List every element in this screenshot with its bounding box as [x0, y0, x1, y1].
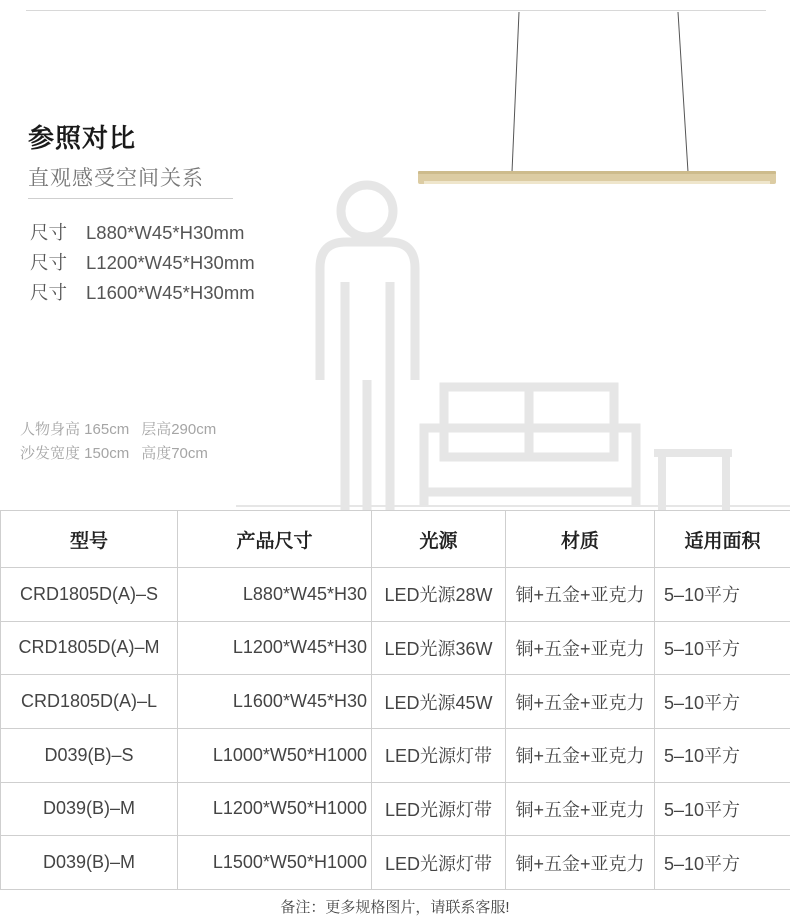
cell-material: 铜+五金+亚克力	[506, 836, 655, 890]
cell-area: 5–10平方	[655, 568, 790, 622]
cell-model: CRD1805D(A)–S	[1, 568, 178, 622]
cell-area: 5–10平方	[655, 836, 790, 890]
cell-size: L1200*W50*H1000	[178, 782, 372, 836]
header-material: 材质	[506, 511, 655, 568]
human-silhouette-icon	[320, 185, 415, 510]
cell-size: L880*W45*H30	[178, 568, 372, 622]
cell-size: L1600*W45*H30	[178, 675, 372, 729]
cell-material: 铜+五金+亚克力	[506, 568, 655, 622]
table-row	[1, 728, 790, 782]
size-item	[30, 248, 255, 278]
cell-material: 铜+五金+亚克力	[506, 782, 655, 836]
size-value: L1600*W45*H30mm	[86, 282, 255, 303]
size-value: L880*W45*H30mm	[86, 222, 245, 243]
cell-size: L1500*W50*H1000	[178, 836, 372, 890]
cell-material: 铜+五金+亚克力	[506, 728, 655, 782]
person-height-note: 人物身高 165cm	[20, 421, 130, 438]
note-line	[20, 418, 216, 442]
cell-material: 铜+五金+亚克力	[506, 621, 655, 675]
header-area: 适用面积	[655, 511, 790, 568]
header-source: 光源	[372, 511, 506, 568]
cell-size: L1000*W50*H1000	[178, 728, 372, 782]
table-row	[1, 782, 790, 836]
page-subtitle: 直观感受空间关系	[28, 167, 204, 190]
cell-model: CRD1805D(A)–M	[1, 621, 178, 675]
page-title: 参照对比	[28, 123, 137, 153]
subtitle-divider	[28, 198, 233, 199]
size-item	[30, 278, 255, 308]
sofa-width-note: 沙发宽度 150cm	[20, 445, 130, 462]
cell-material: 铜+五金+亚克力	[506, 675, 655, 729]
footer-note: 备注：更多规格图片，请联系客服!	[280, 899, 510, 916]
cell-model: D039(B)–M	[1, 782, 178, 836]
size-label: 尺寸	[30, 222, 68, 243]
table-header-row	[1, 511, 790, 568]
reference-notes	[20, 418, 216, 466]
cell-model: CRD1805D(A)–L	[1, 675, 178, 729]
table-row	[1, 568, 790, 622]
table-row	[1, 675, 790, 729]
cell-source: LED光源灯带	[372, 836, 506, 890]
header-model: 型号	[1, 511, 178, 568]
cell-model: D039(B)–S	[1, 728, 178, 782]
cell-area: 5–10平方	[655, 675, 790, 729]
size-label: 尺寸	[30, 282, 68, 303]
table-row	[1, 621, 790, 675]
note-line	[20, 442, 216, 466]
size-list	[30, 218, 255, 308]
side-table-icon	[654, 453, 732, 510]
size-item	[30, 218, 255, 248]
size-label: 尺寸	[30, 252, 68, 273]
sofa-icon	[424, 387, 636, 505]
cell-area: 5–10平方	[655, 782, 790, 836]
cell-source: LED光源28W	[372, 568, 506, 622]
lamp-wire-left	[512, 12, 519, 172]
cell-size: L1200*W45*H30	[178, 621, 372, 675]
cell-source: LED光源灯带	[372, 728, 506, 782]
floor-height-note: 层高290cm	[141, 421, 217, 438]
cell-source: LED光源36W	[372, 621, 506, 675]
header-size: 产品尺寸	[178, 511, 372, 568]
cell-source: LED光源灯带	[372, 782, 506, 836]
cell-source: LED光源45W	[372, 675, 506, 729]
spec-table	[0, 510, 790, 890]
size-value: L1200*W45*H30mm	[86, 252, 255, 273]
sofa-height-note: 高度70cm	[141, 445, 208, 462]
lamp-wire-right	[678, 12, 688, 172]
cell-area: 5–10平方	[655, 621, 790, 675]
table-row	[1, 836, 790, 890]
cell-model: D039(B)–M	[1, 836, 178, 890]
cell-area: 5–10平方	[655, 728, 790, 782]
